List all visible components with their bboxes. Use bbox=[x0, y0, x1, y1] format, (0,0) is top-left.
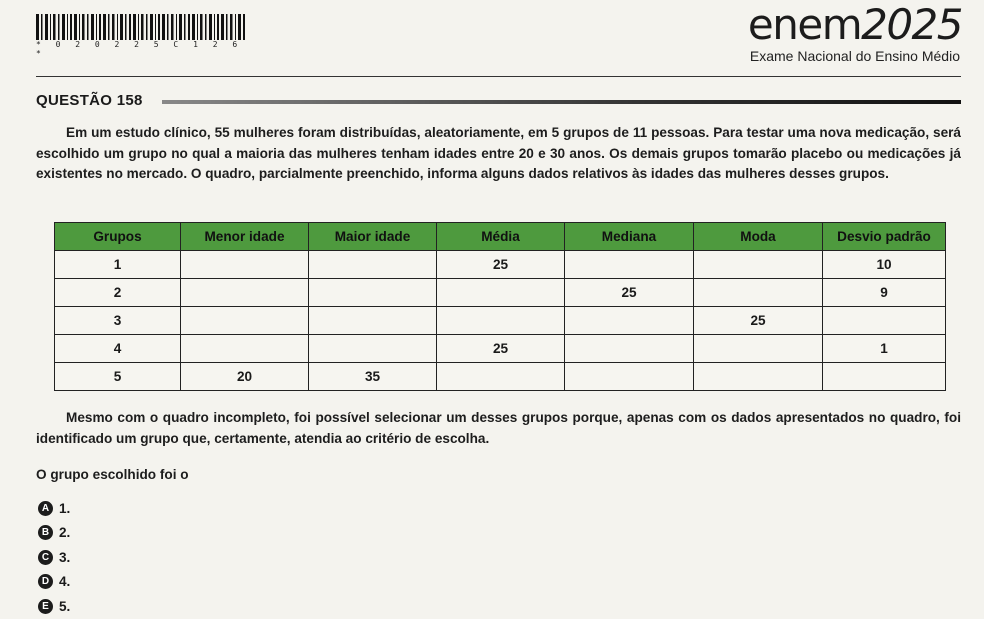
option-letter-badge: A bbox=[38, 501, 53, 516]
header-divider bbox=[36, 76, 961, 77]
table-cell bbox=[694, 279, 823, 307]
option-text: 5. bbox=[59, 598, 71, 614]
table-row bbox=[55, 307, 946, 335]
option-e[interactable] bbox=[38, 594, 70, 619]
table-cell: 9 bbox=[823, 279, 946, 307]
table-cell bbox=[309, 307, 437, 335]
option-text: 3. bbox=[59, 549, 71, 565]
enem-brand bbox=[748, 2, 962, 64]
option-text: 4. bbox=[59, 574, 71, 590]
table-cell bbox=[694, 363, 823, 391]
option-letter-badge: B bbox=[38, 525, 53, 540]
table-cell bbox=[181, 335, 309, 363]
option-d[interactable] bbox=[38, 570, 70, 595]
option-text: 2. bbox=[59, 525, 71, 541]
barcode-digits: * 0 2 0 2 2 5 C 1 2 6 * bbox=[36, 40, 243, 58]
table-cell: 5 bbox=[55, 363, 181, 391]
exam-name: Exame Nacional do Ensino Médio bbox=[749, 48, 960, 64]
header-groups: Grupos bbox=[55, 223, 181, 251]
table-cell bbox=[565, 363, 694, 391]
table-cell: 10 bbox=[823, 251, 946, 279]
option-c[interactable] bbox=[38, 545, 70, 570]
table-cell: 25 bbox=[565, 279, 694, 307]
logo-word: enem bbox=[747, 0, 862, 49]
header-max-age: Maior idade bbox=[309, 223, 437, 251]
table-row bbox=[55, 363, 946, 391]
option-b[interactable] bbox=[38, 521, 70, 546]
table-cell bbox=[823, 363, 946, 391]
header-mean: Média bbox=[437, 223, 565, 251]
question-title-rule bbox=[162, 100, 961, 104]
header-std-dev: Desvio padrão bbox=[823, 223, 946, 251]
table-cell: 25 bbox=[437, 251, 565, 279]
table-cell: 1 bbox=[55, 251, 181, 279]
table-cell bbox=[309, 251, 437, 279]
option-letter-badge: C bbox=[38, 550, 53, 565]
barcode-icon bbox=[36, 14, 246, 40]
table-cell: 4 bbox=[55, 335, 181, 363]
table-cell: 25 bbox=[694, 307, 823, 335]
question-title: QUESTÃO 158 bbox=[36, 92, 143, 109]
table-cell bbox=[437, 307, 565, 335]
table-cell: 1 bbox=[823, 335, 946, 363]
option-a[interactable] bbox=[38, 496, 70, 521]
option-text: 1. bbox=[59, 500, 71, 516]
question-paragraph-2: Mesmo com o quadro incompleto, foi possível selecionar um desses grupos porque, apenas com os dados apresentados no quadro, foi identificado um grupo que, certamente, atendia ao critério de escolha. bbox=[36, 410, 961, 446]
table-cell bbox=[823, 307, 946, 335]
table-header-row bbox=[55, 223, 946, 251]
table-cell: 20 bbox=[181, 363, 309, 391]
header-mode: Moda bbox=[694, 223, 823, 251]
table-row bbox=[55, 279, 946, 307]
table-cell bbox=[437, 279, 565, 307]
option-letter-badge: E bbox=[38, 599, 53, 614]
table-cell bbox=[565, 251, 694, 279]
table-cell bbox=[694, 335, 823, 363]
table-cell: 3 bbox=[55, 307, 181, 335]
table-cell bbox=[309, 335, 437, 363]
table-cell: 35 bbox=[309, 363, 437, 391]
table-row bbox=[55, 251, 946, 279]
question-paragraph-1: Em um estudo clínico, 55 mulheres foram distribuídas, aleatoriamente, em 5 grupos de 11 pessoas. Para testar uma nova medicação, será escolhido um grupo no qual a maioria das mulheres tenham idades entre 20 e 30 anos. Os demais grupos tomarão placebo ou medicações já existentes no mercado. O quadro, parcialmente preenchido, informa alguns dados relativos às idades das mulheres desses grupos. bbox=[36, 125, 961, 181]
table-cell bbox=[181, 279, 309, 307]
table-cell bbox=[437, 363, 565, 391]
logo-year: 2025 bbox=[861, 0, 962, 49]
question-prompt: O grupo escolhido foi o bbox=[36, 467, 189, 482]
data-table bbox=[54, 222, 946, 391]
table-cell bbox=[565, 335, 694, 363]
option-letter-badge: D bbox=[38, 574, 53, 589]
table-cell bbox=[309, 279, 437, 307]
table-cell bbox=[181, 307, 309, 335]
table-cell bbox=[181, 251, 309, 279]
answer-options bbox=[38, 496, 70, 619]
header-min-age: Menor idade bbox=[181, 223, 309, 251]
enem-logo bbox=[748, 2, 962, 48]
table-row bbox=[55, 335, 946, 363]
table-cell: 25 bbox=[437, 335, 565, 363]
table-cell bbox=[694, 251, 823, 279]
table-cell bbox=[565, 307, 694, 335]
header-median: Mediana bbox=[565, 223, 694, 251]
table-cell: 2 bbox=[55, 279, 181, 307]
